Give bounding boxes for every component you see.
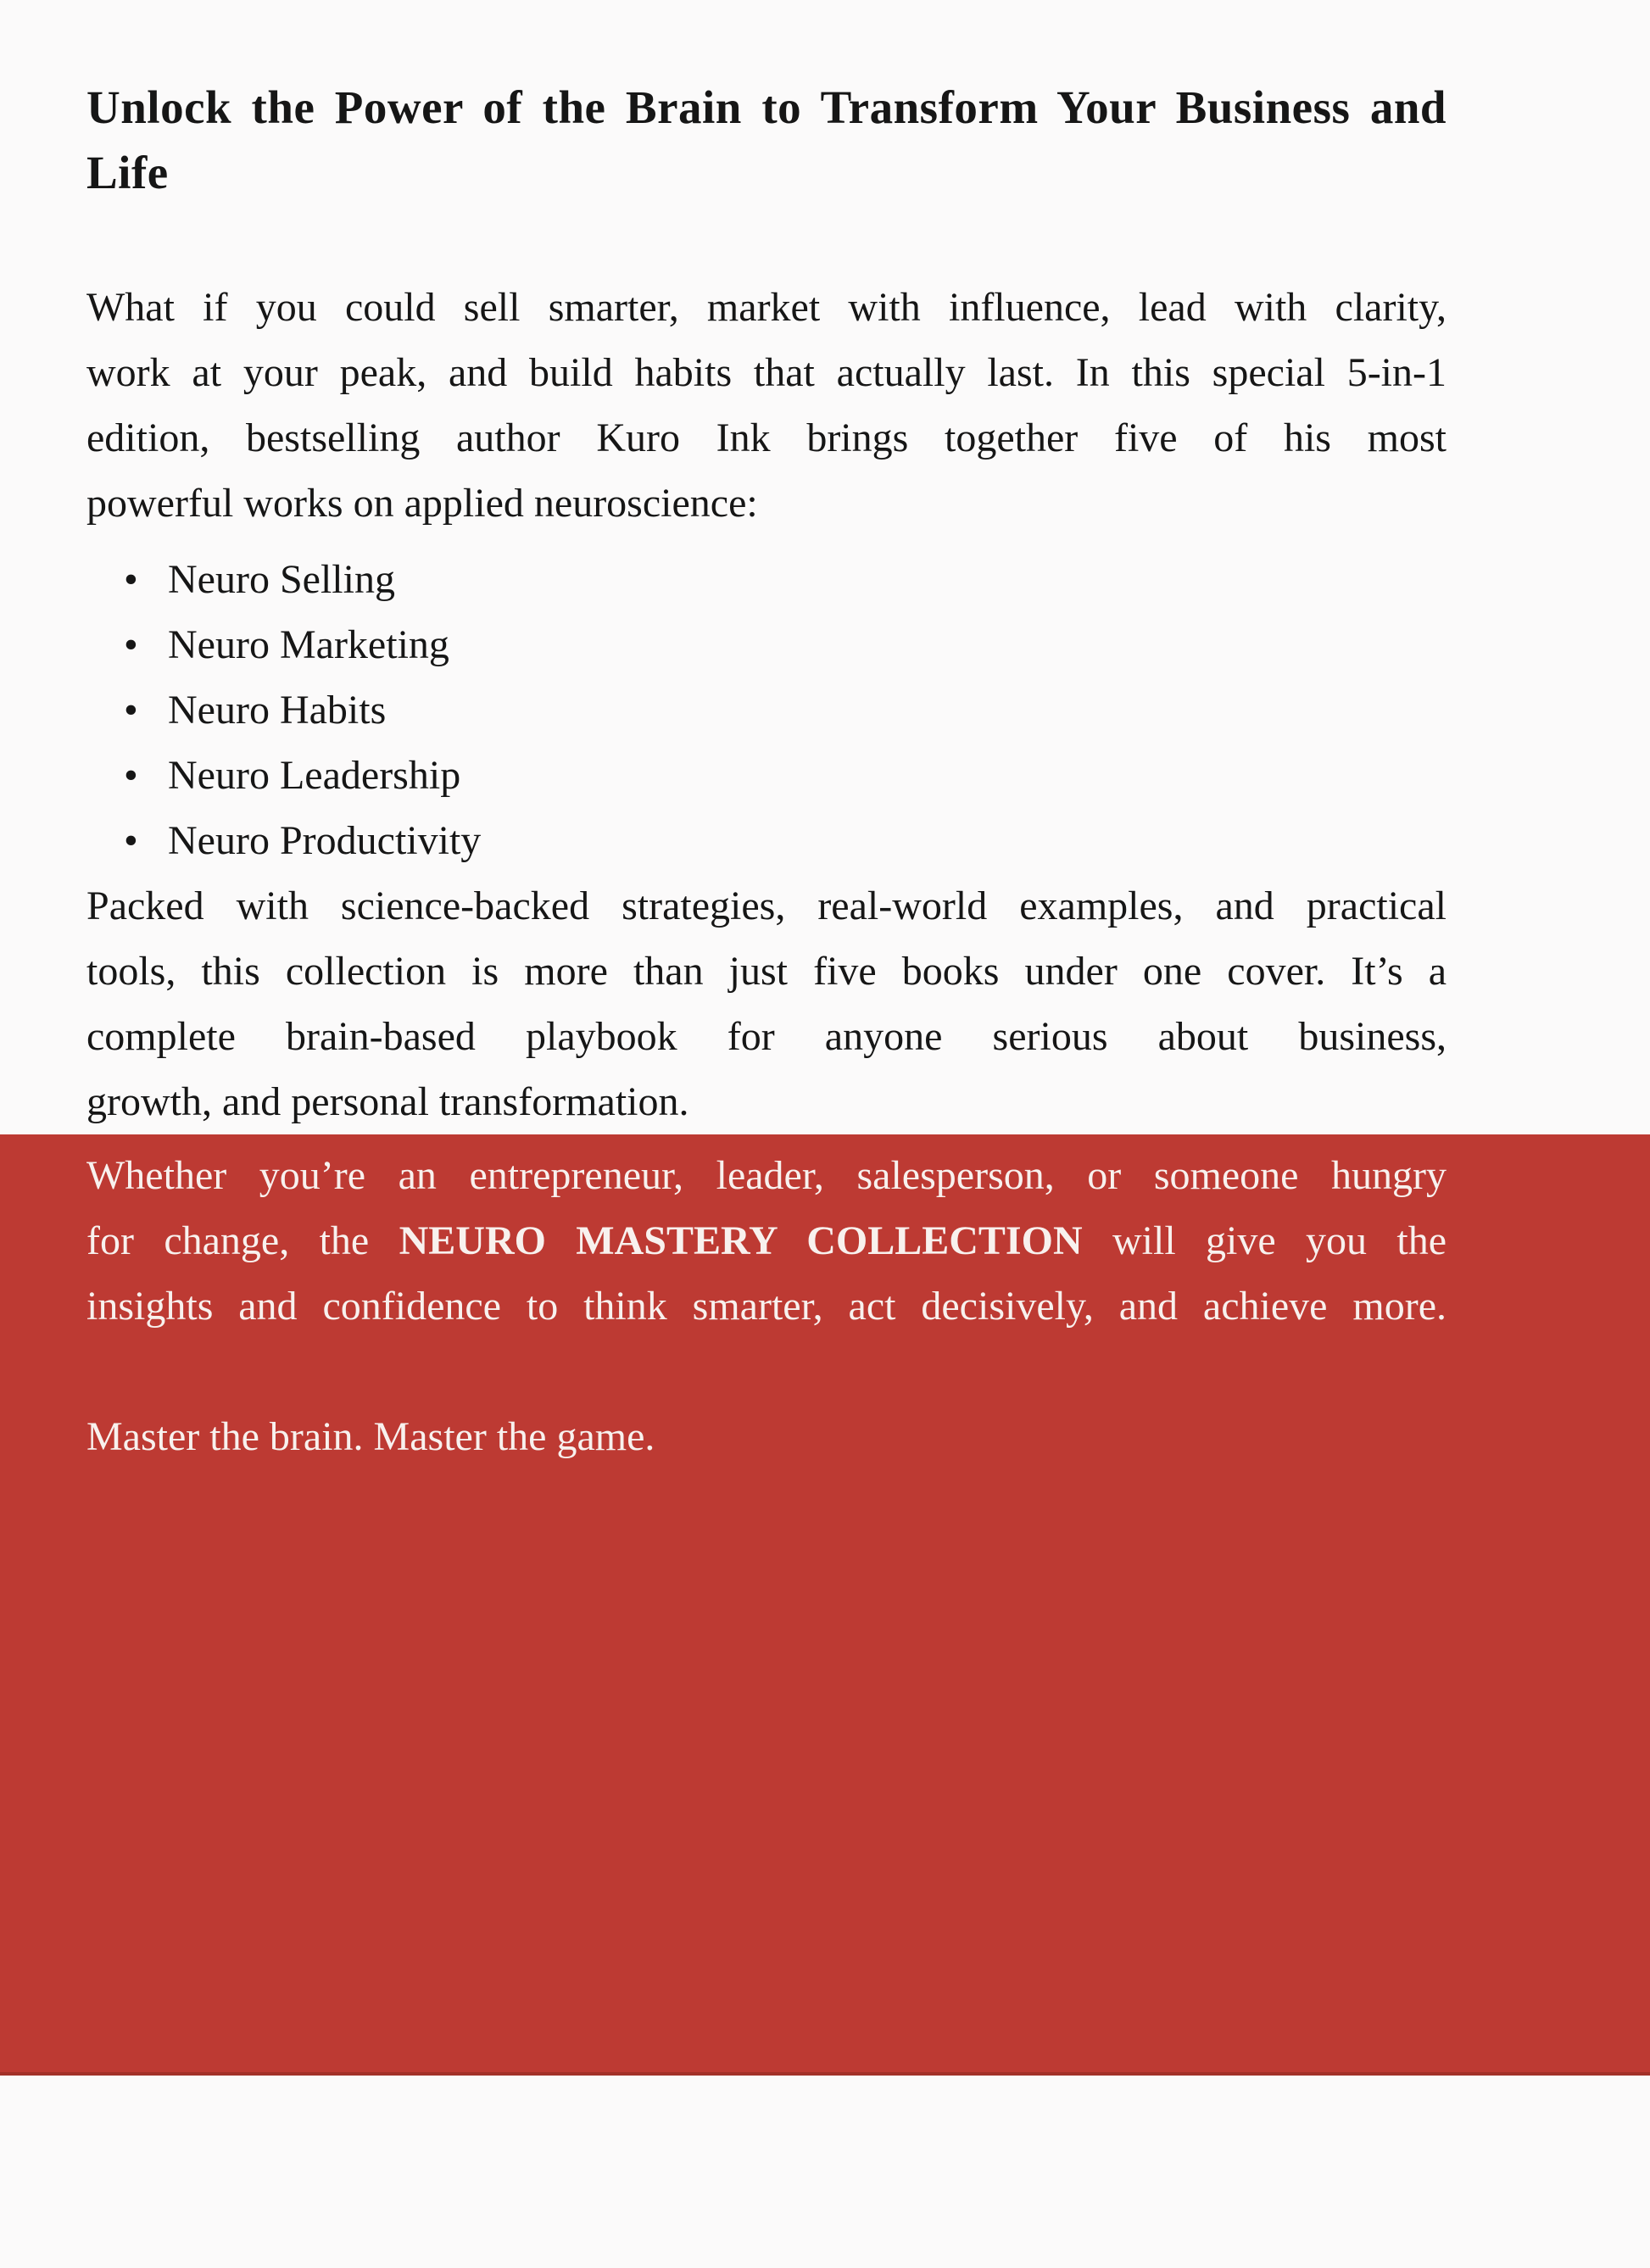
audience-line-2 bbox=[86, 1208, 1447, 1273]
audience-paragraph bbox=[86, 1143, 1447, 1339]
bullet-marker: • bbox=[124, 557, 138, 602]
red-banner-section bbox=[0, 1134, 1650, 2076]
list-item bbox=[86, 677, 1447, 743]
intro-paragraph bbox=[86, 275, 1447, 536]
bullet-marker: • bbox=[124, 622, 138, 667]
list-item bbox=[86, 547, 1447, 612]
bullet-marker: • bbox=[124, 818, 138, 863]
audience-line-2-pre: for change, the bbox=[86, 1218, 399, 1263]
value-line-3: complete brain-based playbook for anyone serious about business, bbox=[86, 1014, 1447, 1059]
list-item-label: Neuro Selling bbox=[168, 557, 395, 602]
intro-line-4: powerful works on applied neuroscience: bbox=[86, 481, 758, 526]
value-line-1: Packed with science-backed strategies, real-world examples, and practical bbox=[86, 883, 1447, 928]
list-item-label: Neuro Habits bbox=[168, 688, 387, 733]
value-line-4: growth, and personal transformation. bbox=[86, 1079, 689, 1124]
heading-line-1: Unlock the Power of the Brain to Transform Your Business and bbox=[86, 81, 1447, 133]
list-item bbox=[86, 612, 1447, 677]
list-item-label: Neuro Productivity bbox=[168, 818, 482, 863]
heading-line-2: Life bbox=[86, 147, 169, 198]
book-list bbox=[86, 547, 1447, 873]
list-item bbox=[86, 808, 1447, 873]
intro-line-2: work at your peak, and build habits that actually last. In this special 5-in-1 bbox=[86, 350, 1447, 395]
value-paragraph bbox=[86, 873, 1447, 1134]
intro-line-1: What if you could sell smarter, market with influence, lead with clarity, bbox=[86, 285, 1447, 330]
audience-line-3: insights and confidence to think smarter, act decisively, and achieve more. bbox=[86, 1284, 1447, 1329]
audience-line-2-post: will give you the bbox=[1082, 1218, 1447, 1263]
list-item-label: Neuro Marketing bbox=[168, 622, 449, 667]
value-line-2: tools, this collection is more than just five books under one cover. It’s a bbox=[86, 949, 1447, 994]
list-item-label: Neuro Leadership bbox=[168, 753, 461, 798]
tagline: Master the brain. Master the game. bbox=[86, 1414, 655, 1459]
blank-line-spacer bbox=[86, 1339, 1447, 1404]
bullet-marker: • bbox=[124, 688, 138, 733]
page-title bbox=[86, 75, 1447, 205]
audience-line-1: Whether you’re an entrepreneur, leader, salesperson, or someone hungry bbox=[86, 1153, 1447, 1198]
list-item bbox=[86, 743, 1447, 808]
intro-line-3: edition, bestselling author Kuro Ink brings together five of his most bbox=[86, 415, 1447, 460]
bullet-marker: • bbox=[124, 753, 138, 798]
collection-name: NEURO MASTERY COLLECTION bbox=[399, 1218, 1083, 1263]
